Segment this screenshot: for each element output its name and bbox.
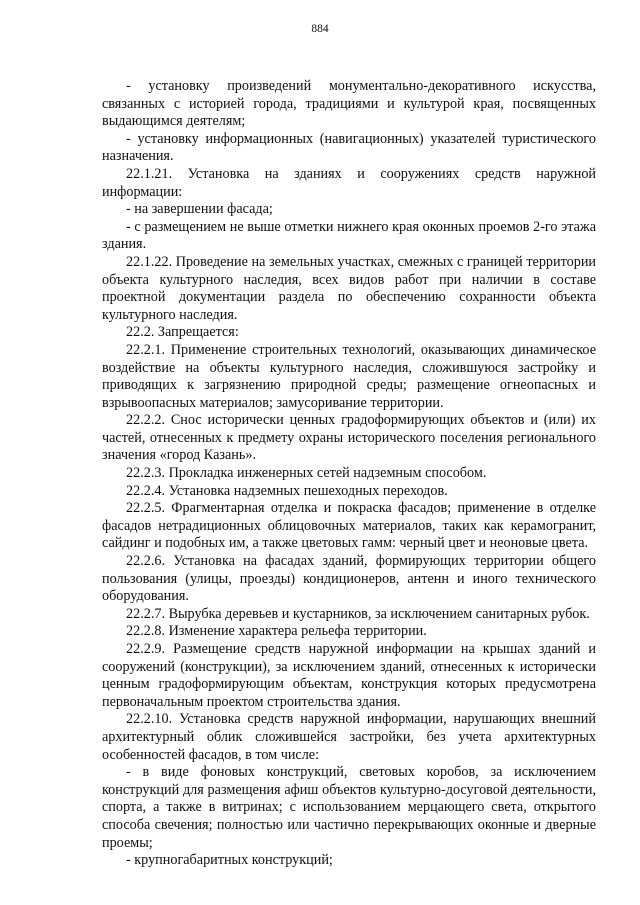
paragraph-monumental-art: - установку произведений монументально-декоративного искусства, связанных с историей города, традициями и культурой края, посвященных выдающимся деятелям; (102, 78, 596, 130)
paragraph-large-structures: - крупногабаритных конструкций; (126, 852, 333, 869)
paragraph-22-2-1: 22.2.1. Применение строительных технологий, оказывающих динамическое воздействие на объекты культурного наследия, сложившуюся застройку и приводящих к загрязнению природной среды; размещение огнеопасных и взрывоопасных материалов; замусоривание территории. (102, 341, 596, 411)
paragraph-window-level: - с размещением не выше отметки нижнего края оконных проемов 2-го этажа здания. (102, 218, 596, 253)
paragraph-22-2-7: 22.2.7. Вырубка деревьев и кустарников, за исключением санитарных рубок. (126, 605, 590, 622)
paragraph-tourist-signs: - установку информационных (навигационных) указателей туристического назначения. (102, 130, 596, 165)
paragraph-22-2-10: 22.2.10. Установка средств наружной информации, нарушающих внешний архитектурный облик сложившейся застройки, без учета архитектурных особенностей фасадов, в том числе: (102, 711, 596, 763)
paragraph-22-1-21: 22.1.21. Установка на зданиях и сооружениях средств наружной информации: (102, 165, 596, 200)
paragraph-22-2-5: 22.2.5. Фрагментарная отделка и покраска фасадов; применение в отделке фасадов нетрадиционных облицовочных материалов, таких как керамогранит, сайдинг и подобных им, а также цветовых гамм: черный цвет и неоновые цвета. (102, 500, 596, 552)
paragraph-22-2-8: 22.2.8. Изменение характера рельефа территории. (126, 623, 427, 640)
paragraph-facade-top: - на завершении фасада; (126, 201, 273, 218)
paragraph-22-2-3: 22.2.3. Прокладка инженерных сетей надземным способом. (126, 465, 487, 482)
document-body (102, 78, 596, 870)
paragraph-22-1-22: 22.1.22. Проведение на земельных участках, смежных с границей территории объекта культурного наследия, всех видов работ при наличии в составе проектной документации раздела по обеспечению сохранности объекта культурного наследия. (102, 253, 596, 323)
paragraph-22-2: 22.2. Запрещается: (126, 324, 239, 341)
page-number: 884 (311, 23, 329, 35)
paragraph-22-2-9: 22.2.9. Размещение средств наружной информации на крышах зданий и сооружений (конструкции), за исключением зданий, отнесенных к исторически ценным градоформирующим объектам, конструкция которых предусмотрена первоначальным проектом строительства здания. (102, 641, 596, 710)
paragraph-22-2-2: 22.2.2. Снос исторически ценных градоформирующих объектов и (или) их частей, отнесенных к предмету охраны исторического поселения регионального значения «город Казань». (102, 412, 596, 464)
paragraph-22-2-4: 22.2.4. Установка надземных пешеходных переходов. (126, 482, 448, 499)
paragraph-background-structures: - в виде фоновых конструкций, световых коробов, за исключением конструкций для размещения афиш объектов культурно-досуговой деятельности, спорта, а также в витринах; с использованием мерцающего света, открытого способа свечения; полностью или частично перекрывающих оконные и дверные проемы; (102, 764, 596, 851)
paragraph-22-2-6: 22.2.6. Установка на фасадах зданий, формирующих территории общего пользования (улицы, проезды) кондиционеров, антенн и иного технического оборудования. (102, 553, 596, 605)
